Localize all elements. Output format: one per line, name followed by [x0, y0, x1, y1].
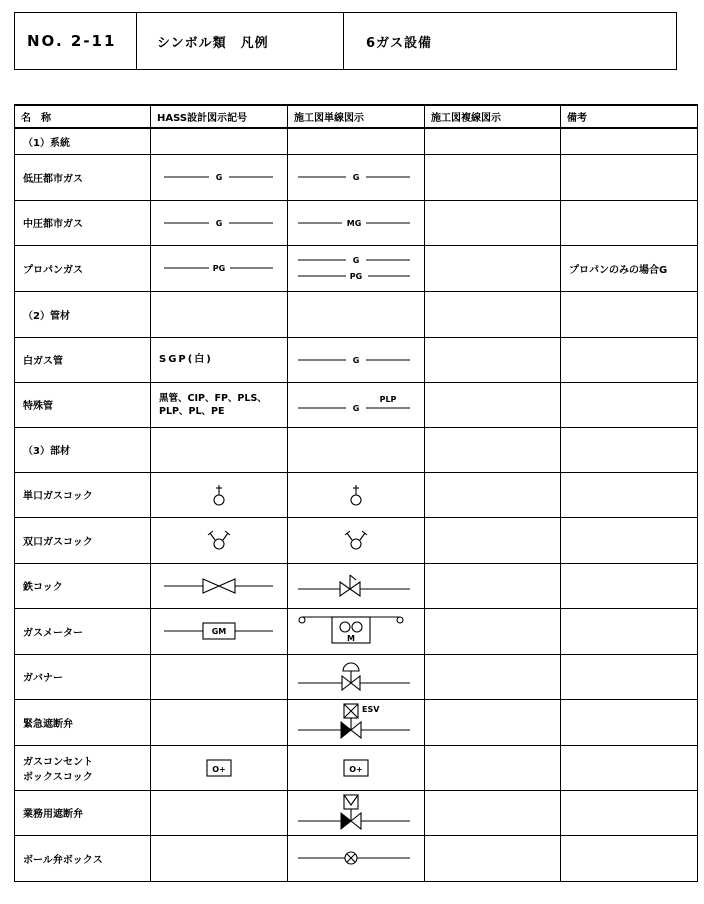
table-row	[15, 154, 698, 200]
spec-text: PLP、PL、PE	[159, 405, 225, 417]
item-name: 特殊管	[15, 382, 151, 427]
section-heading: （3）部材	[15, 427, 151, 472]
table-row	[15, 699, 698, 745]
iron-cock-icon	[288, 571, 424, 601]
spec-text: 黒管、CIP、FP、PLS、	[159, 392, 267, 404]
superscript-label: PLP	[379, 394, 397, 404]
gas-line-symbol	[288, 392, 424, 418]
line-label: G	[215, 173, 223, 182]
gas-double-line-symbol	[288, 250, 424, 286]
line-label: MG	[346, 218, 362, 228]
table-row	[15, 291, 698, 337]
table-row	[15, 563, 698, 608]
commercial-shutoff-valve-icon	[288, 793, 424, 833]
item-name: ガスメーター	[15, 608, 151, 654]
spec-text: SGP(白)	[159, 354, 213, 365]
title-block	[14, 12, 677, 70]
item-name: プロパンガス	[15, 245, 151, 291]
column-header-single: 施工図単線図示	[288, 105, 425, 128]
table-row	[15, 654, 698, 699]
column-header-name: 名 称	[15, 105, 151, 128]
column-header-hass: HASS設計図示記号	[151, 105, 288, 128]
table-row	[15, 128, 698, 154]
gas-meter-icon	[151, 619, 287, 643]
hass-symbol	[151, 200, 288, 245]
double-gas-cock-icon	[341, 525, 371, 555]
gas-line-symbol	[288, 213, 424, 233]
table-row	[15, 382, 698, 427]
line-label: G	[215, 218, 223, 228]
line-label: PG	[349, 272, 363, 281]
item-name: ボール弁ボックス	[15, 835, 151, 881]
valve-tag: ESV	[362, 705, 380, 714]
line-label: G	[352, 256, 360, 265]
section-heading: （2）管材	[15, 291, 151, 337]
section-heading: （1）系統	[15, 128, 151, 154]
line-label: G	[352, 403, 360, 413]
governor-icon	[288, 659, 424, 695]
meter-label: GM	[211, 627, 227, 636]
column-header-double: 施工図複線図示	[425, 105, 561, 128]
table-header-row	[15, 105, 698, 128]
item-name-line: ガスコンセント	[23, 756, 93, 768]
item-name: ガバナー	[15, 654, 151, 699]
item-name: 双口ガスコック	[15, 517, 151, 563]
item-name: 単口ガスコック	[15, 472, 151, 517]
item-name: 低圧都市ガス	[15, 154, 151, 200]
single-gas-cock-icon	[341, 480, 371, 510]
emergency-shutoff-valve-icon	[288, 702, 424, 742]
sheet-number: NO. 2-11	[15, 13, 137, 69]
meter-label: M	[347, 634, 355, 643]
single-line-symbol	[288, 337, 425, 382]
table-row	[15, 245, 698, 291]
item-name: 白ガス管	[15, 337, 151, 382]
symbol-legend-table	[14, 104, 698, 882]
hass-symbol	[151, 382, 288, 427]
gas-meter-single-icon	[288, 611, 424, 651]
gas-outlet-icon	[341, 757, 371, 779]
sheet-title: シンボル類 凡例	[137, 13, 344, 69]
hass-symbol	[151, 337, 288, 382]
single-line-symbol	[288, 245, 425, 291]
gas-line-symbol	[151, 213, 287, 233]
gas-line-symbol	[151, 258, 287, 278]
gate-valve-icon	[151, 571, 287, 601]
remark: プロパンのみの場合G	[561, 245, 698, 291]
gas-outlet-icon	[204, 757, 234, 779]
outlet-label: O+	[349, 764, 363, 774]
single-line-symbol	[288, 154, 425, 200]
item-name: 緊急遮断弁	[15, 699, 151, 745]
line-label: PG	[212, 264, 226, 273]
item-name: 業務用遮断弁	[15, 790, 151, 835]
table-row	[15, 835, 698, 881]
line-label: G	[352, 173, 360, 182]
gas-line-symbol	[151, 167, 287, 187]
table-row	[15, 745, 698, 790]
line-label: G	[352, 355, 360, 365]
gas-line-symbol	[288, 167, 424, 187]
column-header-remarks: 備考	[561, 105, 698, 128]
ball-valve-box-icon	[288, 846, 424, 870]
table-row	[15, 517, 698, 563]
item-name: 鉄コック	[15, 563, 151, 608]
table-row	[15, 472, 698, 517]
table-row	[15, 337, 698, 382]
double-gas-cock-icon	[204, 525, 234, 555]
hass-symbol	[151, 154, 288, 200]
table-row	[15, 200, 698, 245]
sheet-category: 6ガス設備	[366, 35, 433, 51]
table-row	[15, 608, 698, 654]
table-row	[15, 790, 698, 835]
single-line-symbol	[288, 382, 425, 427]
outlet-label: O+	[212, 764, 226, 774]
table-row	[15, 427, 698, 472]
item-name	[15, 745, 151, 790]
item-name-line: ボックスコック	[23, 771, 93, 783]
gas-line-symbol	[288, 350, 424, 370]
item-name: 中圧都市ガス	[15, 200, 151, 245]
hass-symbol	[151, 245, 288, 291]
single-line-symbol	[288, 200, 425, 245]
single-gas-cock-icon	[204, 480, 234, 510]
